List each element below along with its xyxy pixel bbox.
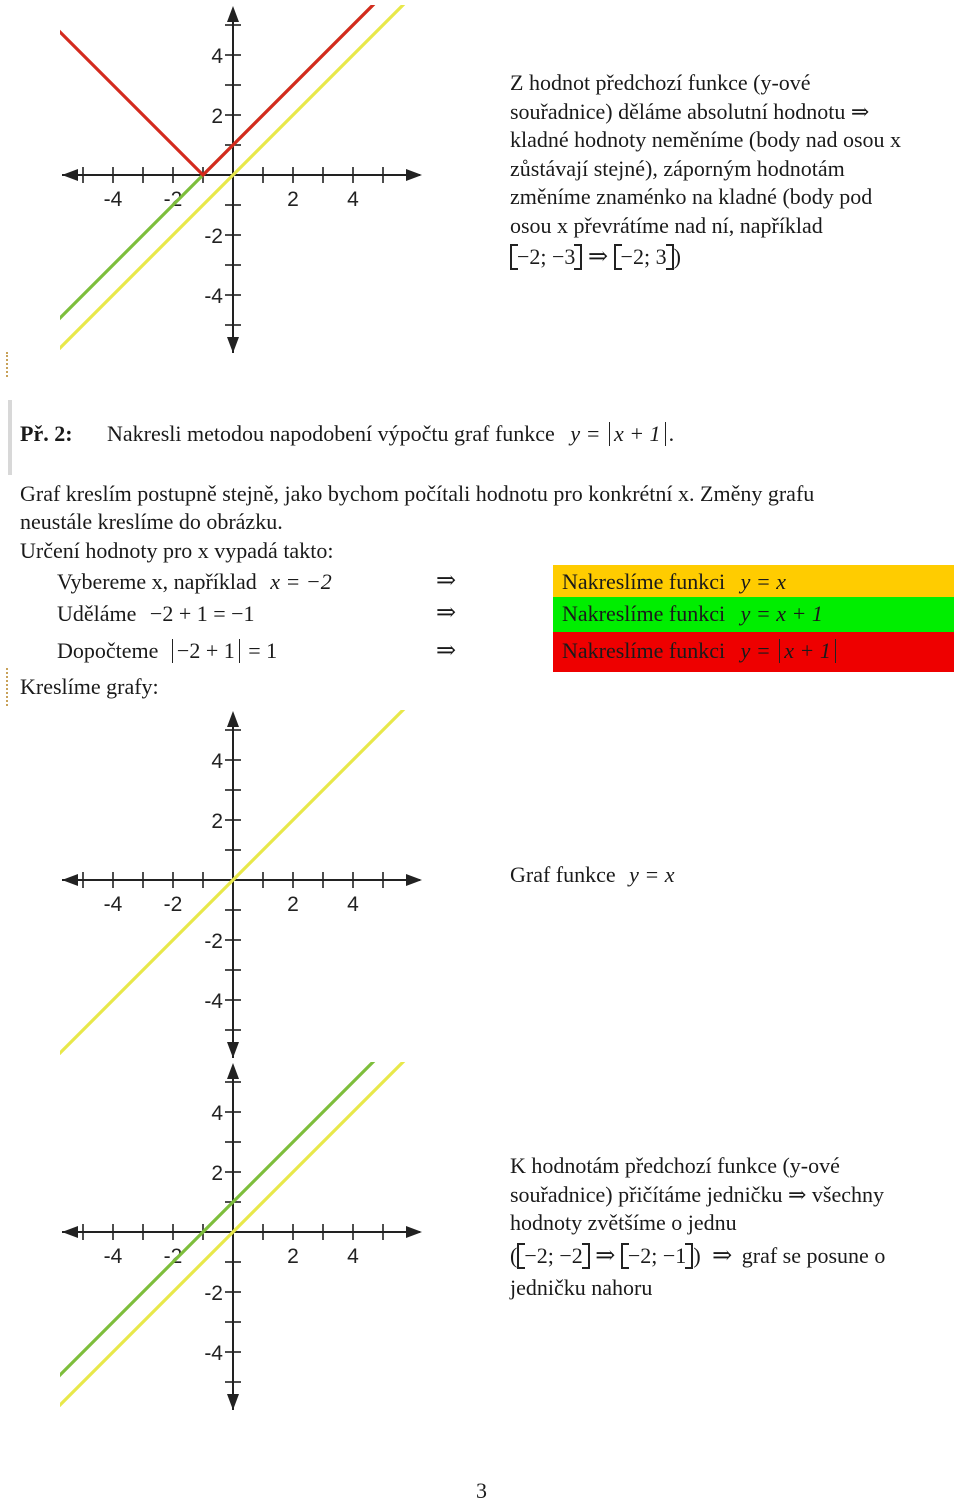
step-3 [57,637,277,666]
x-axis-arrow [62,169,78,181]
paren-close: ) [693,1242,701,1268]
paren-close: ) [673,244,681,269]
text-line: souřadnice) přičítáme jedničku ⇒ všechny [510,1181,884,1207]
y-axis-arrow [227,711,239,727]
text-line: osou x převrátíme nad ní, například [510,212,823,238]
step-1 [57,568,332,597]
intro-line-2: neustále kreslíme do obrázku. [20,509,283,534]
y-axis-arrow [227,337,239,353]
draw-label: Kreslíme grafy: [20,674,159,699]
tail-text: graf se posune o [741,1242,886,1268]
formula-lhs: y = [570,421,601,446]
box-abs: x + 1 [779,639,836,663]
caption-graph-yx [510,861,675,890]
x-tick-label: -4 [103,188,123,211]
x-tick-label: 2 [287,1245,299,1268]
step-math: x = −2 [270,569,332,594]
x-axis-arrow [406,169,422,181]
intro-line-1: Graf kreslím postupně stejně, jako bychom počítali hodnotu pro konkrétní x. Změny grafu [20,481,815,506]
y-tick-label: -4 [204,990,223,1013]
task-text: Nakresli metodou napodobení výpočtu graf funkce [107,421,555,446]
box-label: Nakreslíme funkci [562,569,726,594]
box-math: y = x [740,569,786,594]
implies-arrow: ⇒ [712,1242,733,1269]
y-tick-label: 2 [211,1162,223,1185]
page-number: 3 [476,1478,487,1503]
implies-arrow: ⇒ [436,638,457,664]
text-line: zůstávají stejné), záporným hodnotám [510,155,845,181]
y-axis-arrow [227,1042,239,1058]
y-axis-arrow [227,1394,239,1410]
example-task [107,420,674,449]
graph-y-equals-x [50,705,430,1060]
step-text: Dopočteme [57,638,159,663]
box-label: Nakreslíme funkci [562,601,726,626]
bottom-paragraph [510,1152,950,1303]
y-tick-label: 4 [211,45,223,68]
y-axis-arrow [227,1063,239,1079]
step-math: −2 + 1 = −1 [149,601,255,626]
y-tick-label: -2 [204,930,223,953]
box-math: y = x + 1 [740,601,823,626]
margin-bar [8,400,12,475]
box-label: Nakreslíme funkci [562,638,726,663]
y-axis-arrow [227,6,239,22]
bracket-b: −2; −1 [621,1243,693,1269]
y-tick-label: 4 [211,750,223,773]
x-tick-label: 4 [347,893,359,916]
x-tick-label: -2 [163,1245,183,1268]
step-math-abs: −2 + 1 [172,639,240,663]
text-line: jedničku nahoru [510,1275,653,1300]
implies-arrow: ⇒ [436,600,457,626]
example-line [510,243,940,272]
y-tick-label: -2 [204,225,223,248]
example-line [510,1242,950,1271]
paren-open: ( [510,1242,518,1268]
step-2 [57,600,255,629]
margin-dotted-line [6,668,8,706]
text-line: změníme znaménko na kladné (body pod [510,184,873,209]
step-math-after: = 1 [248,638,278,663]
formula-end: . [668,421,675,446]
x-tick-label: 4 [347,188,359,211]
y-tick-label: 2 [211,105,223,128]
bracket-b: −2; 3 [614,244,674,270]
caption-math: y = x [629,862,675,887]
x-axis-arrow [62,874,78,886]
y-tick-label: 4 [211,1102,223,1125]
caption-label: Graf funkce [510,862,616,887]
formula-abs: x + 1 [609,422,666,446]
x-tick-label: -4 [103,1245,123,1268]
implies-arrow: ⇒ [595,1242,616,1269]
text-line: K hodnotám předchozí funkce (y-ové [510,1153,840,1178]
intro-line-3: Určení hodnoty pro x vypadá takto: [20,538,334,563]
graph-abs-x-plus-1 [50,0,430,355]
bracket-a: −2; −2 [517,1243,589,1269]
x-tick-label: -2 [163,188,183,211]
x-tick-label: -4 [103,893,123,916]
y-tick-label: -4 [204,285,223,308]
text-line: souřadnice) děláme absolutní hodnotu ⇒ [510,98,870,124]
margin-dotted-line [6,352,8,377]
step-text: Uděláme [57,601,137,626]
top-paragraph [510,69,940,272]
bracket-a: −2; −3 [510,244,582,270]
x-axis-arrow [406,874,422,886]
x-tick-label: 4 [347,1245,359,1268]
x-tick-label: -2 [163,893,183,916]
graph-x-plus-1 [50,1057,430,1412]
x-tick-label: 2 [287,188,299,211]
text-line: Z hodnot předchozí funkce (y-ové [510,70,811,95]
step-2-box [553,597,954,635]
y-tick-label: -4 [204,1342,223,1365]
example-label: Př. 2: [20,421,73,446]
box-lhs: y = [740,638,771,663]
implies-arrow: ⇒ [436,568,457,594]
x-axis-arrow [406,1226,422,1238]
text-line: kladné hodnoty neměníme (body nad osou x [510,127,902,152]
y-tick-label: -2 [204,1282,223,1305]
implies-arrow: ⇒ [587,244,609,270]
text-line: hodnoty zvětšíme o jednu [510,1210,737,1235]
x-tick-label: 2 [287,893,299,916]
x-axis-arrow [62,1226,78,1238]
y-tick-label: 2 [211,810,223,833]
step-3-box [553,632,954,672]
step-text: Vybereme x, například [57,569,257,594]
